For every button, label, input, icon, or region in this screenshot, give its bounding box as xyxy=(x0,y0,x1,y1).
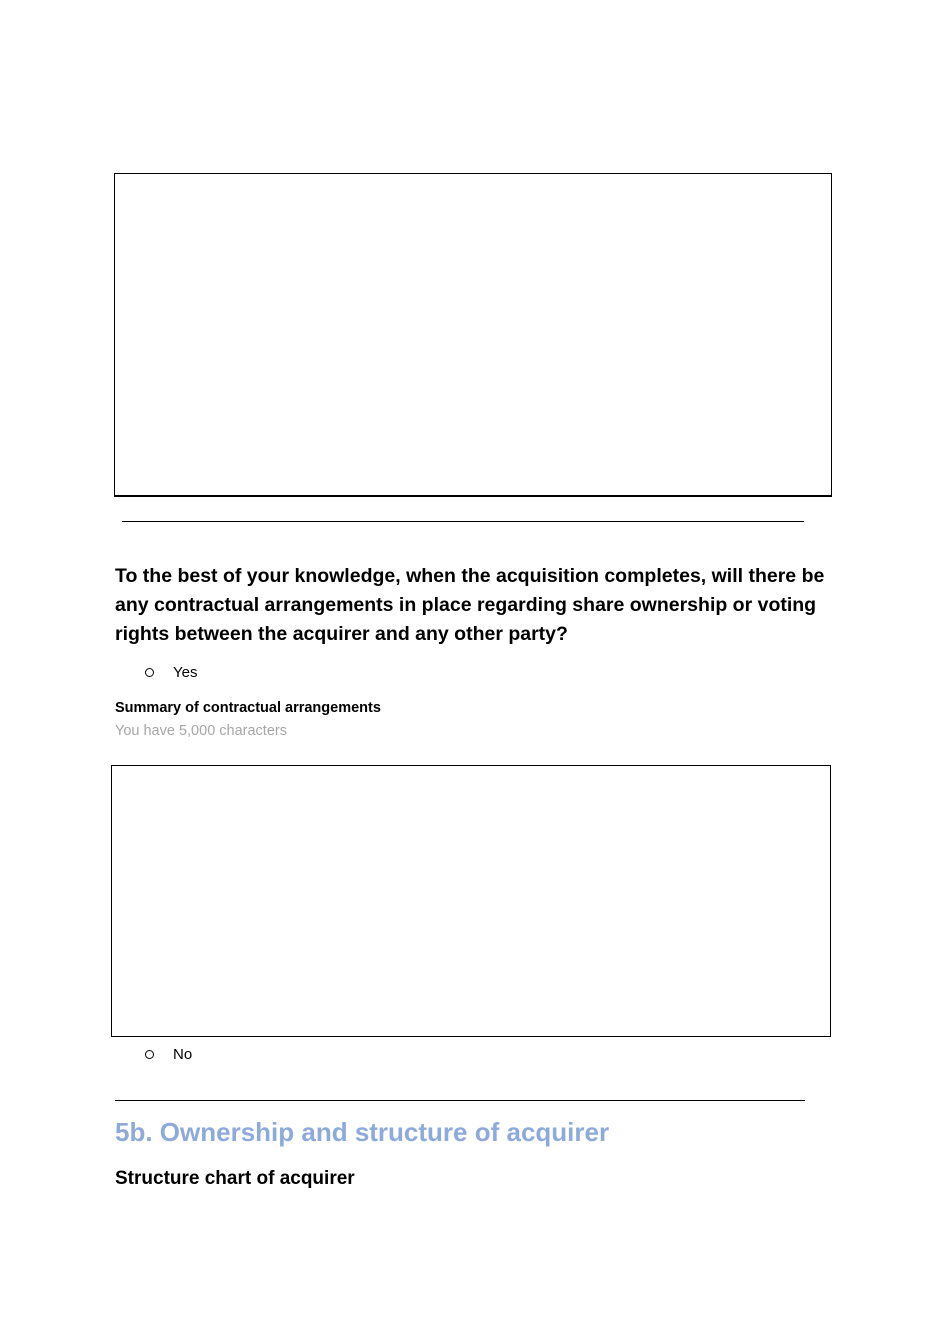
divider xyxy=(122,521,804,522)
character-count-hint: You have 5,000 characters xyxy=(115,723,287,739)
section-subheading: Structure chart of acquirer xyxy=(115,1168,355,1189)
summary-text-area[interactable] xyxy=(111,765,831,1037)
divider xyxy=(115,1100,805,1101)
radio-circle-icon xyxy=(145,1050,154,1059)
radio-yes[interactable] xyxy=(145,664,197,681)
previous-text-area[interactable] xyxy=(114,173,832,497)
summary-label: Summary of contractual arrangements xyxy=(115,700,381,716)
radio-no[interactable] xyxy=(145,1046,192,1063)
radio-circle-icon xyxy=(145,668,154,677)
radio-yes-label: Yes xyxy=(173,664,198,681)
radio-no-label: No xyxy=(173,1046,193,1063)
section-heading: 5b. Ownership and structure of acquirer xyxy=(115,1117,610,1147)
question-contractual-arrangements: To the best of your knowledge, when the acquisition completes, will there be any contractual arrangements in place regarding share ownership or voting rights between the acquirer and any other party? xyxy=(115,565,825,645)
